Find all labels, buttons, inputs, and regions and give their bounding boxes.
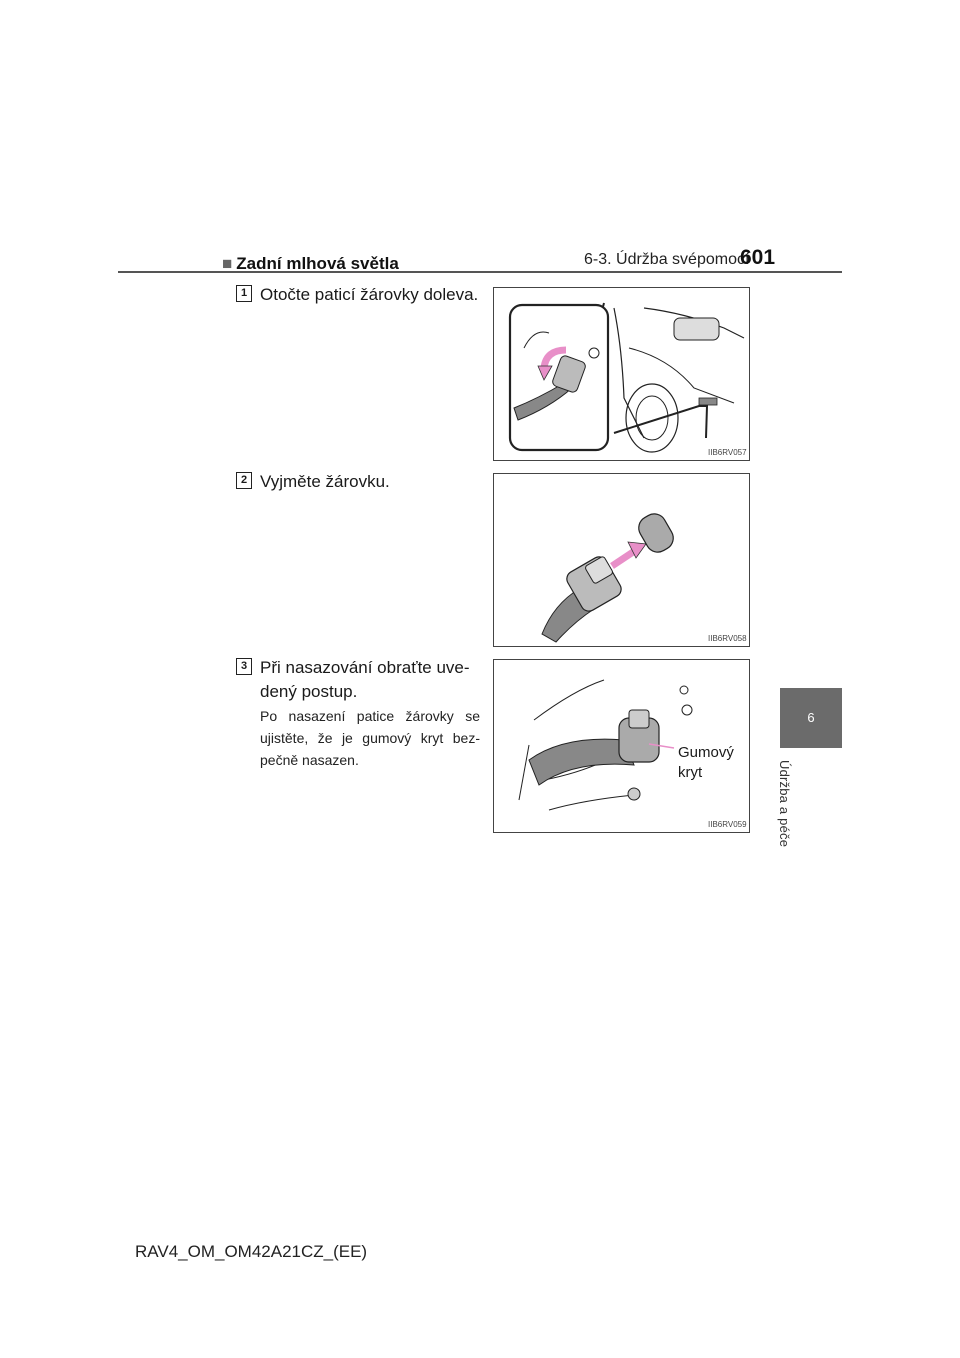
step-2-text: Vyjměte žárovku. xyxy=(260,472,390,491)
chapter-tab xyxy=(780,688,842,748)
header-section-title: 6-3. Údržba svépomocí xyxy=(584,251,750,268)
figure-2-code: IIB6RV058 xyxy=(708,634,747,643)
figure-step-2 xyxy=(493,473,750,647)
step-3-note: Po nasazení patice žárovky se ujistěte, že je gumový kryt bez-pečně nasazen. xyxy=(260,708,480,768)
step-3-text-line1: Při nasazování obraťte uve- xyxy=(260,658,470,677)
step-3-text-line2: dený postup. xyxy=(260,682,358,701)
figure-3-code: IIB6RV059 xyxy=(708,820,747,829)
page-number: 601 xyxy=(740,246,776,269)
figure-step-1 xyxy=(493,287,750,461)
bulb-socket-rotate-illustration xyxy=(494,288,749,460)
figure-step-3 xyxy=(493,659,750,833)
chapter-title: Údržba a péče xyxy=(777,760,792,848)
section-title xyxy=(222,254,399,274)
figure-1-code: IIB6RV057 xyxy=(708,448,747,457)
bulb-removal-illustration xyxy=(494,474,749,646)
footer-model-code: RAV4_OM_OM42A21CZ_(EE) xyxy=(135,1242,368,1261)
step-1-text: Otočte paticí žárovky doleva. xyxy=(260,285,479,304)
step-3-number: 3 xyxy=(236,658,252,675)
square-bullet-icon: ■ xyxy=(222,254,233,273)
section-title-text: Zadní mlhová světla xyxy=(236,254,399,273)
step-2-number: 2 xyxy=(236,472,252,489)
step-1-number: 1 xyxy=(236,285,252,302)
callout-rubber-cover-line2: kryt xyxy=(678,764,703,781)
callout-rubber-cover-line1: Gumový xyxy=(678,744,734,761)
chapter-number: 6 xyxy=(807,710,815,725)
